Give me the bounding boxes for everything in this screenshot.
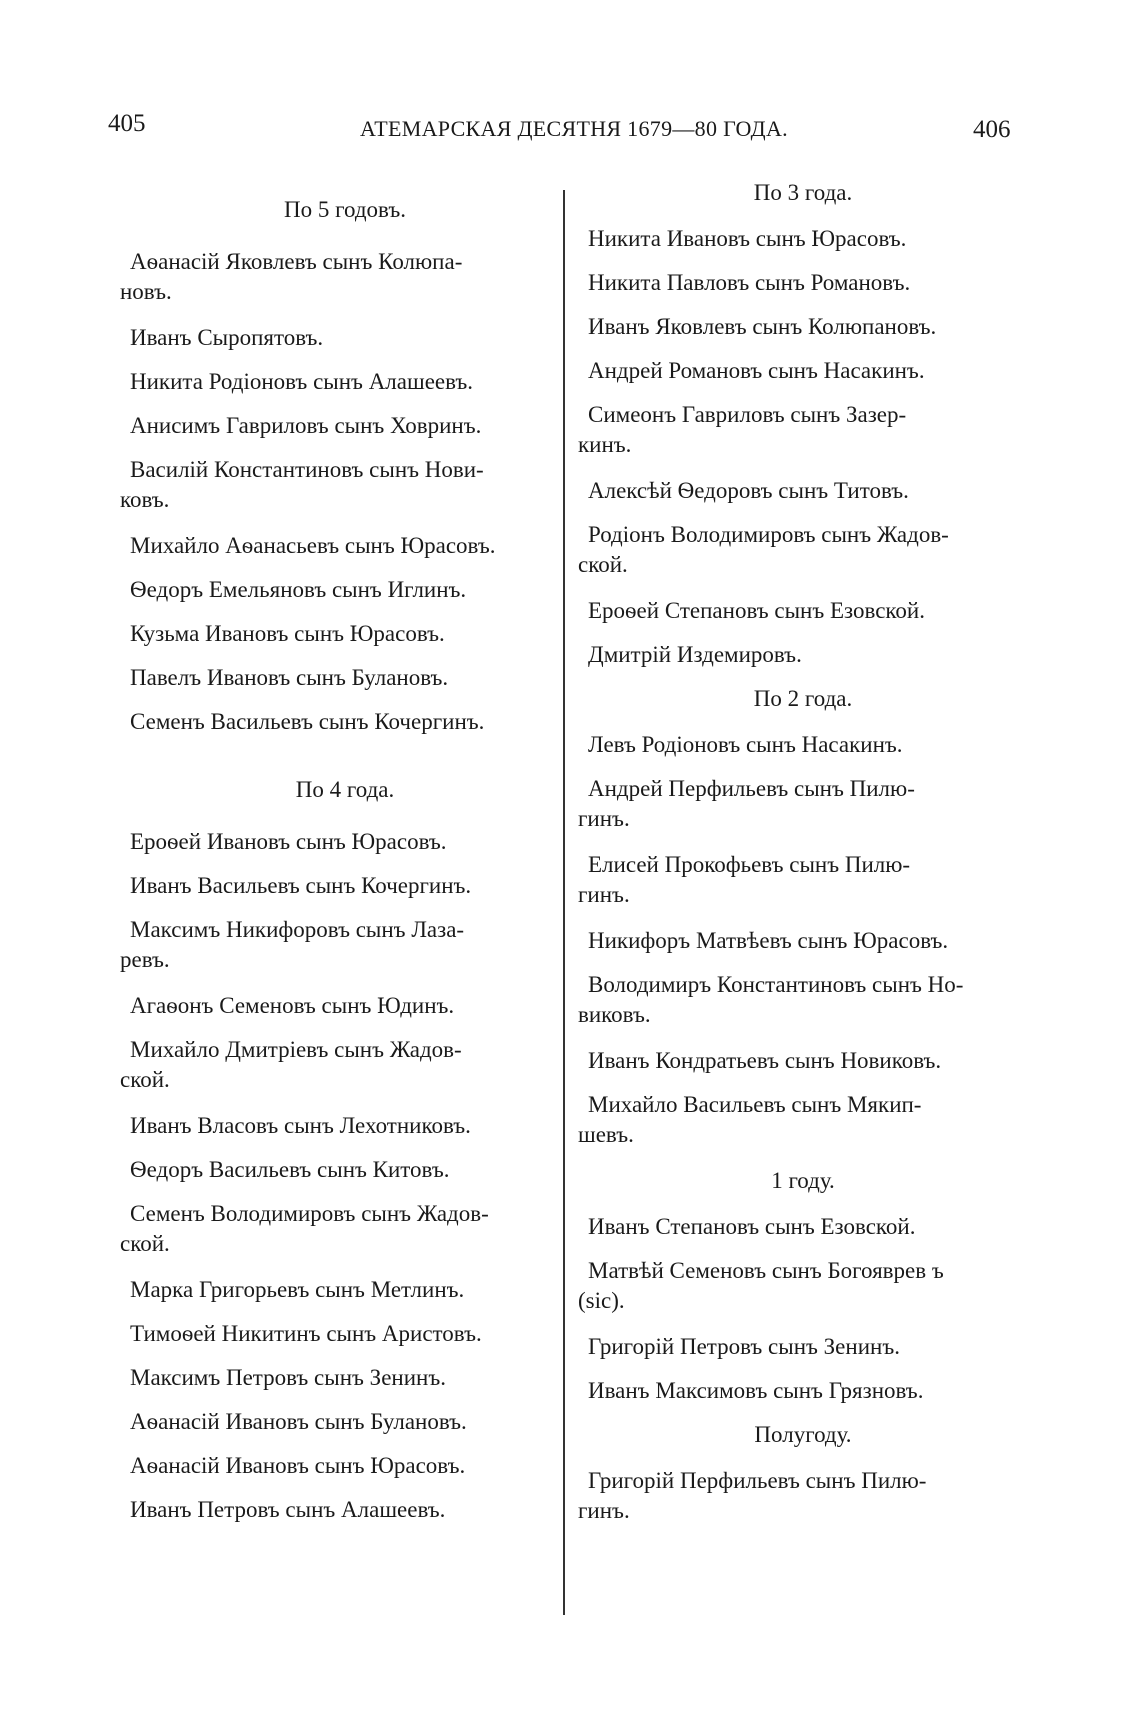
list-item: Павелъ Ивановъ сынъ Булановъ. [130, 665, 449, 690]
list-item: Михайло Аѳанасьевъ сынъ Юрасовъ. [130, 533, 496, 558]
list-item: Кузьма Ивановъ сынъ Юрасовъ. [130, 621, 445, 646]
section-heading-2-years: По 2 года. [753, 686, 853, 711]
list-item: Елисей Прокофьевъ сынъ Пилю- гинъ. [578, 852, 911, 907]
right-column [578, 178, 1018, 1526]
list-item: Василій Константиновъ сынъ Нови- ковъ. [120, 457, 484, 512]
list-item: Иванъ Васильевъ сынъ Кочергинъ. [130, 873, 472, 898]
list-item: Григорій Петровъ сынъ Зенинъ. [588, 1334, 900, 1359]
list-item: Иванъ Власовъ сынъ Лехотниковъ. [130, 1113, 471, 1138]
list-item: Никита Ивановъ сынъ Юрасовъ. [588, 226, 907, 251]
list-item: Иванъ Сыропятовъ. [130, 325, 324, 350]
list-item: Максимъ Никифоровъ сынъ Лаза- ревъ. [120, 917, 465, 972]
left-column [120, 195, 560, 1525]
list-item: Матвѣй Семеновъ сынъ Богояврев ъ (sic). [578, 1258, 944, 1313]
list-item: Родіонъ Володимировъ сынъ Жадов- ской. [578, 522, 949, 577]
section-heading-3-years: По 3 года. [753, 180, 853, 205]
list-item: Агаѳонъ Семеновъ сынъ Юдинъ. [130, 993, 455, 1018]
list-item: Аѳанасій Яковлевъ сынъ Колюпа- новъ. [120, 249, 463, 304]
list-item: Семенъ Васильевъ сынъ Кочергинъ. [130, 709, 485, 734]
list-item: Никифоръ Матвѣевъ сынъ Юрасовъ. [588, 928, 949, 953]
list-item: Симеонъ Гавриловъ сынъ Зазер- кинъ. [578, 402, 907, 457]
list-item: Михайло Васильевъ сынъ Мякип- шевъ. [578, 1092, 922, 1147]
list-item: Андрей Перфильевъ сынъ Пилю- гинъ. [578, 776, 915, 831]
list-item: Ѳедоръ Емельяновъ сынъ Иглинъ. [130, 577, 467, 602]
list-item: Ѳедоръ Васильевъ сынъ Китовъ. [130, 1157, 450, 1182]
running-title: АТЕМАРСКАЯ ДЕСЯТНЯ 1679—80 ГОДА. [360, 116, 788, 141]
section-heading-half-year: Полугоду. [754, 1422, 852, 1447]
section-heading-5-years: По 5 годовъ. [284, 197, 406, 222]
list-item: Иванъ Кондратьевъ сынъ Новиковъ. [588, 1048, 942, 1073]
list-item: Иванъ Петровъ сынъ Алашеевъ. [130, 1497, 446, 1522]
list-item: Левъ Родіоновъ сынъ Насакинъ. [588, 732, 903, 757]
list-item: Никита Родіоновъ сынъ Алашеевъ. [130, 369, 474, 394]
list-item: Анисимъ Гавриловъ сынъ Ховринъ. [130, 413, 482, 438]
list-item: Аѳанасій Ивановъ сынъ Юрасовъ. [130, 1453, 466, 1478]
list-item: Марка Григорьевъ сынъ Метлинъ. [130, 1277, 465, 1302]
page-number-right: 406 [973, 116, 1011, 143]
list-item: Ероѳей Степановъ сынъ Езовской. [588, 598, 925, 623]
list-item: Андрей Романовъ сынъ Насакинъ. [588, 358, 925, 383]
list-item: Максимъ Петровъ сынъ Зенинъ. [130, 1365, 446, 1390]
section-heading-1-year: 1 году. [771, 1168, 835, 1193]
list-item: Семенъ Володимировъ сынъ Жадов- ской. [120, 1201, 489, 1256]
list-item: Аѳанасій Ивановъ сынъ Булановъ. [130, 1409, 467, 1434]
list-item: Михайло Дмитріевъ сынъ Жадов- ской. [120, 1037, 462, 1092]
list-item: Иванъ Яковлевъ сынъ Колюпановъ. [588, 314, 937, 339]
list-item: Иванъ Максимовъ сынъ Грязновъ. [588, 1378, 924, 1403]
page-number-left: 405 [108, 110, 146, 137]
list-item: Григорій Перфильевъ сынъ Пилю- гинъ. [578, 1468, 927, 1523]
list-item: Никита Павловъ сынъ Романовъ. [588, 270, 911, 295]
section-heading-4-years: По 4 года. [295, 777, 395, 802]
column-rule [563, 190, 565, 1615]
list-item: Тимоѳей Никитинъ сынъ Аристовъ. [130, 1321, 482, 1346]
list-item: Володимиръ Константиновъ сынъ Но- виковъ. [578, 972, 964, 1027]
list-item: Дмитрій Издемировъ. [588, 642, 802, 667]
list-item: Иванъ Степановъ сынъ Езовской. [588, 1214, 916, 1239]
list-item: Ероѳей Ивановъ сынъ Юрасовъ. [130, 829, 447, 854]
list-item: Алексѣй Ѳедоровъ сынъ Титовъ. [588, 478, 909, 503]
